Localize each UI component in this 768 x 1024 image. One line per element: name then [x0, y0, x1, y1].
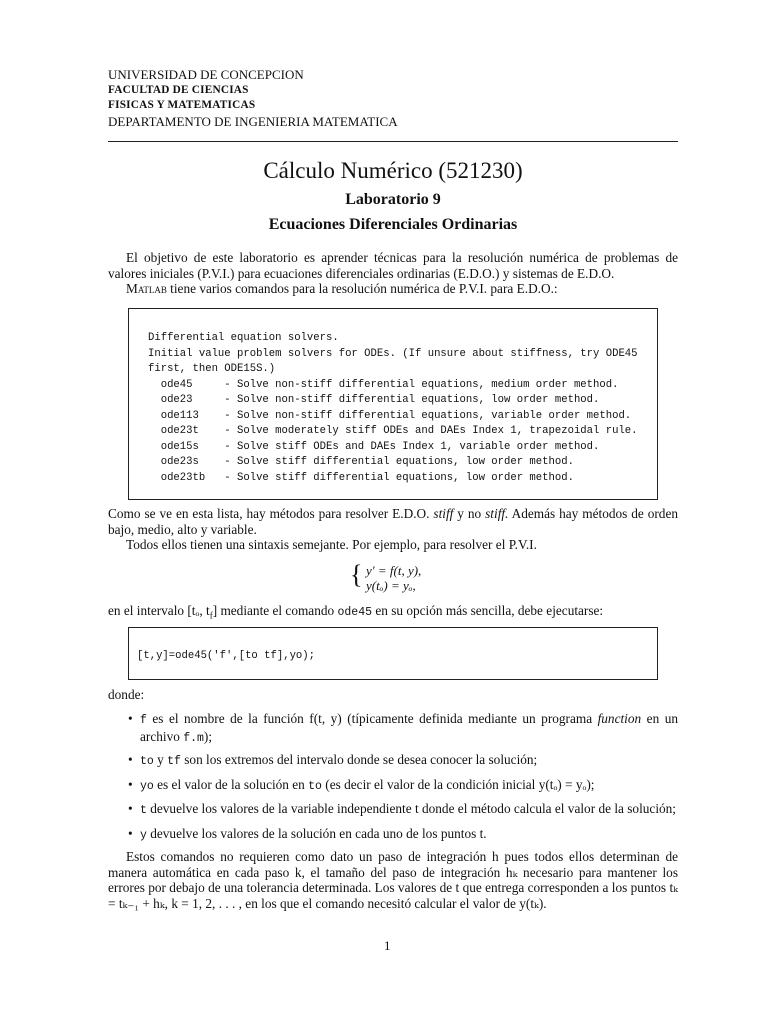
bullet-text [140, 752, 678, 770]
stiff-text-1: Como se ve en esta lista, hay métodos para resolver E.D.O. [108, 506, 434, 521]
equation-brace: { [350, 560, 363, 589]
bullet-item-yo [128, 777, 678, 793]
lab-title: Laboratorio 9 [345, 191, 441, 208]
interval-text-1: en el intervalo [tₒ, t [108, 603, 210, 618]
bullet-icon: • [128, 826, 133, 841]
matlab-name: Matlab [126, 281, 167, 296]
bullet-text [140, 826, 678, 844]
code-yo: yo [140, 780, 154, 793]
intro-paragraph: El objetivo de este laboratorio es aprender técnicas para la resolución numérica de problemas de valores iniciales (P.V.I.) para ecuaciones diferenciales ordinarias (E.D.O.) y sistemas de E.D.O. [108, 250, 678, 281]
interval-paragraph [108, 603, 678, 624]
code-y: y [140, 829, 147, 842]
bullet-to-text: y [153, 752, 168, 767]
list-explanation [108, 506, 678, 553]
donde-label: donde: [108, 687, 145, 702]
header-block [108, 67, 398, 129]
matlab-paragraph [108, 281, 678, 297]
faculty-line-2: FISICAS Y MATEMATICAS [108, 99, 256, 111]
interval-sub: f [209, 610, 213, 621]
bullet-text [140, 711, 678, 746]
syntax-paragraph: Todos ellos tienen una sintaxis semejante. Por ejemplo, para resolver el P.V.I. [126, 537, 537, 552]
bullet-yo-text: es el valor de la solución en [153, 777, 309, 792]
department-name: DEPARTAMENTO DE INGENIERIA MATEMATICA [108, 113, 398, 129]
stiff-word-1: stiff [433, 506, 454, 521]
bullet-item-y [128, 826, 678, 842]
bullet-text [140, 777, 678, 795]
code-t: t [140, 804, 147, 817]
bullet-to-text2: son los extremos del intervalo donde se desea conocer la solución; [180, 752, 538, 767]
code-fm: f.m [183, 731, 204, 745]
code-tf: tf [167, 755, 181, 768]
bullet-icon: • [128, 711, 133, 726]
header-rule [108, 141, 678, 142]
matlab-text: tiene varios comandos para la resolución numérica de P.V.I. para E.D.O.: [166, 281, 558, 296]
stiff-paragraph [108, 506, 678, 537]
faculty-line-1: FACULTAD DE CIENCIAS [108, 83, 249, 96]
bullet-item-to-tf [128, 752, 678, 768]
page-number: 1 [384, 938, 391, 953]
bullet-icon: • [128, 777, 133, 792]
solver-list-box [128, 308, 658, 500]
stiff-text-3: Además hay métodos de orden bajo, medio, alto y variable. [108, 506, 679, 537]
bullet-f-text3: ); [203, 728, 213, 744]
closing-section [108, 849, 678, 911]
code-to-2: to [308, 780, 322, 793]
bullet-y-text: devuelve los valores de la solución en cada uno de los puntos t. [146, 826, 487, 841]
intro-section [108, 250, 678, 297]
bullet-icon: • [128, 801, 133, 816]
function-word: function [597, 711, 642, 726]
bullet-t-text: devuelve los valores de la variable independiente t donde el método calcula el valor de la solución; [146, 801, 677, 816]
code-f: f [140, 714, 147, 727]
closing-paragraph: Estos comandos no requieren como dato un paso de integración h pues todos ellos determinan de manera automática en cada paso k, el tamaño del paso de integración hₖ necesario para mantener los errores por debajo de una tolerancia determinada. Los valores de t que entrega corresponden a los puntos tₖ = tₖ₋₁ + hₖ, k = 1, 2, . . . , en los que el comando necesitó calcular el valor de y(tₖ). [108, 849, 678, 911]
bullet-item-f [128, 711, 678, 743]
equation-system [366, 563, 421, 593]
interval-text-3: en su opción más sencilla, debe ejecutarse: [372, 603, 604, 618]
topic-title: Ecuaciones Diferenciales Ordinarias [268, 216, 518, 233]
equation-line-1: y′ = f(t, y), [366, 563, 422, 578]
bullet-text [140, 801, 678, 819]
bullet-item-t [128, 801, 678, 817]
ode45-command: ode45 [337, 606, 372, 619]
stiff-word-2: stiff. [485, 506, 509, 521]
course-title: Cálculo Numérico (521230) [263, 158, 523, 183]
university-name: UNIVERSIDAD DE CONCEPCION [108, 67, 304, 82]
ode45-call-box [128, 627, 658, 680]
solver-list-code: Differential equation solvers. Initial value problem solvers for ODEs. (If unsure about stiffness, try ODE45 first, then ODE15S.) ode45 - Solve non-stiff differential equations, medium order method. ode23 - Solve non-stiff differential equations, low order method. ode113 - Solve non-stiff differential equations, variable order method. ode23t - Solve moderately stiff ODEs and DAEs Index 1, trapezoidal rule. ode15s - Solve stiff ODEs and DAEs Index 1, variable order method. ode23s - Solve stiff differential equations, low order method. ode23tb - Solve stiff differential equations, low order method. [148, 332, 638, 484]
ode45-call-code: [t,y]=ode45('f',[to tf],yo); [137, 650, 316, 662]
bullet-yo-text2: (es decir el valor de la condición inicial y(tₒ) = yₒ); [321, 777, 595, 792]
interval-text-2: ] mediante el comando [212, 603, 338, 618]
bullet-f-text2: en un archivo [140, 711, 678, 744]
equation-line-2: y(tₒ) = yₒ, [366, 578, 416, 593]
code-to: to [140, 755, 154, 768]
bullet-f-text: es el nombre de la función f(t, y) (típicamente definida mediante un programa [146, 711, 598, 726]
bullet-icon: • [128, 752, 133, 767]
stiff-text-2: y no [453, 506, 486, 521]
